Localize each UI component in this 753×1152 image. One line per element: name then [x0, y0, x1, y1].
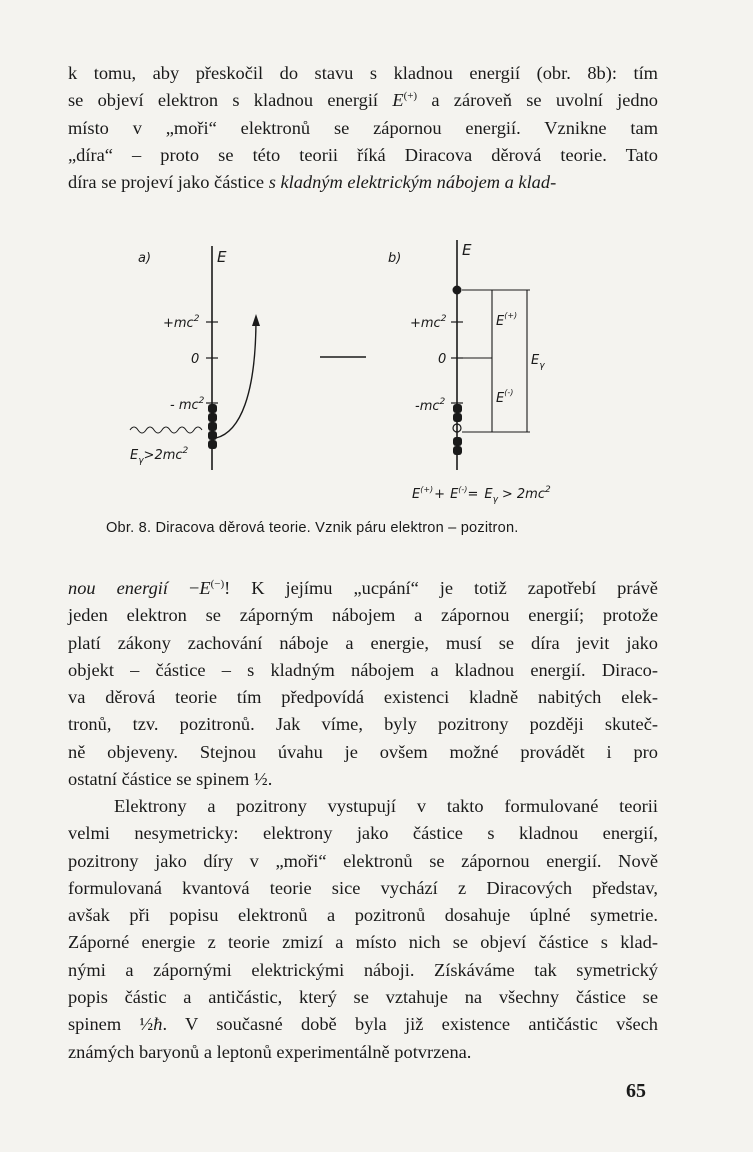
text-line: pozitrony jako díry v „moři“ elektronů se zápornou energií. Nově: [68, 850, 658, 871]
panel-b: [388, 240, 551, 505]
text-line: velmi nesymetricky: elektrony jako částice s kladnou energií,: [68, 823, 658, 844]
text-line: známých baryonů a leptonů experimentálně potvrzena.: [68, 1041, 472, 1062]
text-line: objekt – částice – s kladným nábojem a kladnou energií. Diraco-: [68, 659, 658, 680]
energy-equation: $E^{(+)}+ E^{(-)}= E_\gamma > 2mc^2$: [412, 485, 551, 505]
text-line: nou energií −E(−)! K jejímu „ucpání“ je totiž zapotřebí právě: [68, 577, 658, 598]
e-plus-label: E(+): [496, 311, 518, 329]
text-line: „díra“ – proto se této teorii říká Diracova děrová teorie. Tato: [68, 144, 658, 165]
text-line: tronů, tzv. pozitronů. Jak víme, byly pozitrony později skuteč-: [68, 714, 658, 735]
text-line: popis částic a antičástic, který se vztahuje na všechny částice se: [68, 987, 658, 1008]
energy-axis-label: E: [462, 241, 472, 259]
dirac-hole-theory-figure: [0, 0, 753, 520]
text-line: Elektrony a pozitrony vystupují v takto formulované teorii: [114, 796, 658, 816]
e-gamma-label: $E_\gamma$: [531, 353, 545, 371]
text-line: spinem ½ħ. V současné době byla již existence antičástic všech: [68, 1014, 658, 1035]
text-line: formulovaná kvantová teorie sice vychází z Diracových představ,: [68, 877, 658, 898]
text-line: se objeví elektron s kladnou energií E(+) a zároveň se uvolní jedno: [68, 90, 659, 111]
text-line: místo v „moři“ elektronů se zápornou energií. Vznikne tam: [68, 117, 658, 138]
text-line: platí zákony zachování náboje a energie, musí se díra jevit jako: [68, 632, 658, 653]
e-minus-label: E(-): [496, 388, 514, 406]
incoming-photon-wave: [130, 427, 202, 433]
zero-label: 0: [438, 352, 447, 367]
text-line: k tomu, aby přeskočil do stavu s kladnou energií (obr. 8b): tím: [68, 63, 658, 83]
mc2-negative-label: - $mc^2$: [170, 396, 205, 413]
text-line: Záporné energie z teorie zmizí a místo nich se objeví částice s klad-: [68, 932, 658, 953]
text-line: ně objeveny. Stejnou úvahu je ovšem možné provádět i pro: [68, 741, 658, 762]
electron-trajectory: [216, 318, 256, 438]
arrow-up-icon: [252, 314, 260, 326]
panel-b-label: b): [388, 251, 402, 266]
panel-a-label: a): [138, 251, 152, 266]
paragraph-2: [68, 575, 658, 793]
mc2-positive-label: $+mc^2$: [163, 314, 200, 331]
page-number: 65: [626, 1080, 646, 1102]
photon-energy-condition: $E_\gamma>2mc^2$: [130, 446, 189, 466]
paragraph-3: [68, 793, 658, 1066]
mc2-positive-label: $+mc^2$: [410, 314, 447, 331]
text-line: ostatní částice se spinem ½.: [68, 769, 273, 790]
text-line: jeden elektron se záporným nábojem a zápornou energií; protože: [68, 605, 658, 626]
panel-a: [130, 246, 260, 470]
text-line: díra se projeví jako částice s kladným elektrickým nábojem a klad-: [68, 172, 557, 193]
text-line: avšak při popisu elektronů a pozitronů dosahuje úplné symetrie.: [68, 905, 658, 926]
figure-caption: Obr. 8. Diracova děrová teorie. Vznik páru elektron – pozitron.: [106, 520, 519, 536]
electron-sea: [208, 404, 217, 449]
zero-label: 0: [191, 352, 200, 367]
excited-electron: [453, 286, 462, 295]
text-line: va děrová teorie tím předpovídá existenci kladně nabitých elek-: [68, 687, 658, 708]
energy-axis-label: E: [217, 248, 227, 266]
text-line: nými a zápornými elektrickými náboji. Získáváme tak symetrický: [68, 959, 658, 980]
mc2-negative-label: $-mc^2$: [415, 397, 446, 414]
